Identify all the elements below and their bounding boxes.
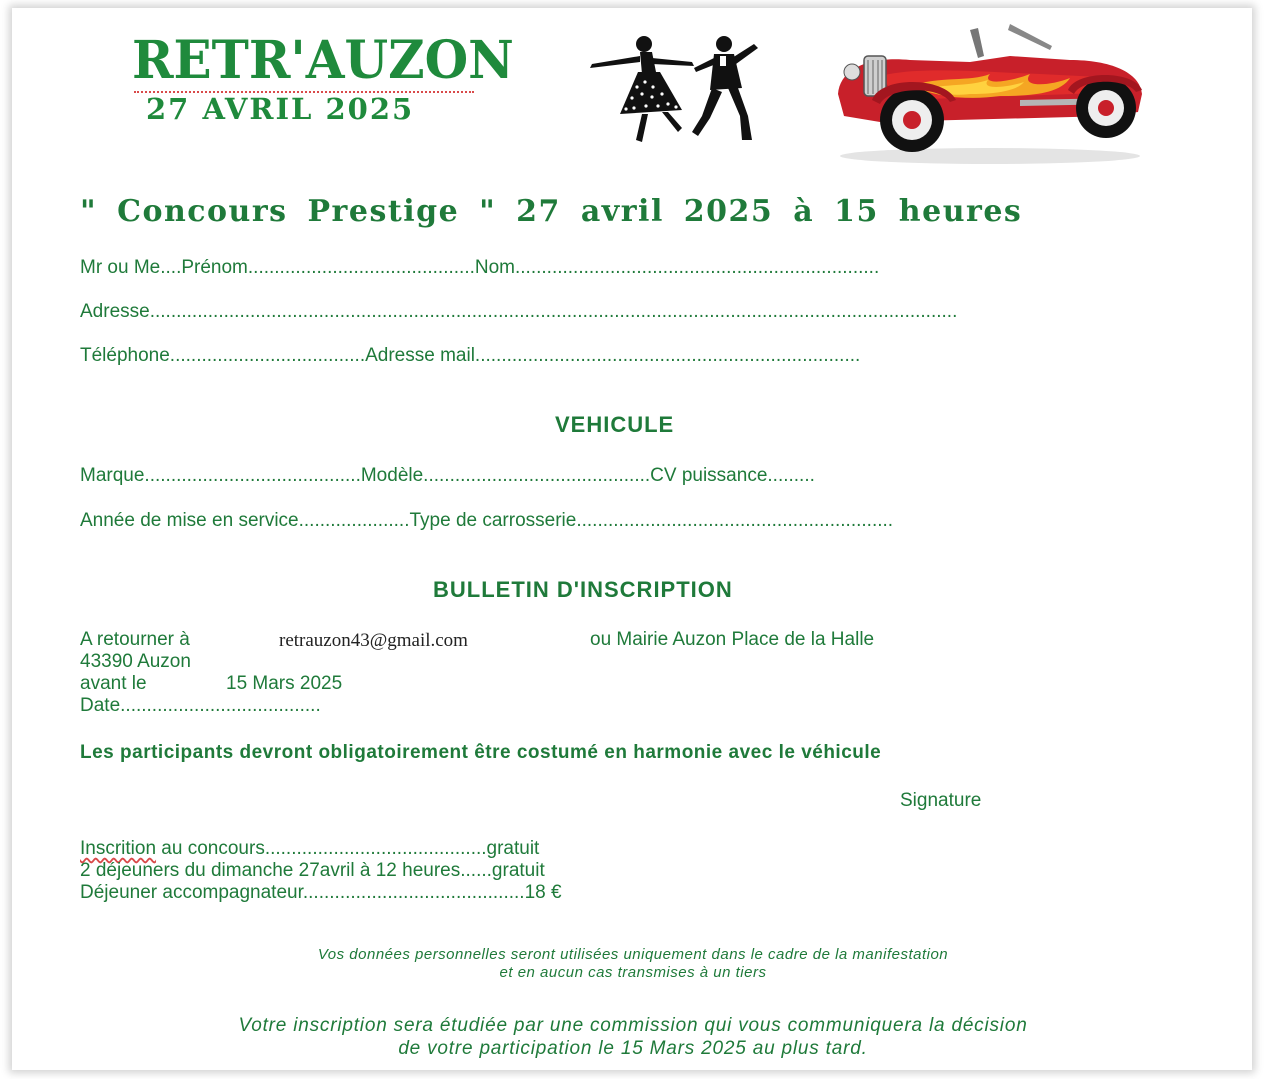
hot-rod-car-icon — [820, 16, 1156, 168]
date-field-line[interactable]: Date...................................... — [80, 695, 321, 716]
vehicle-make-model-field-line[interactable]: Marque.........................................Modèle...........................................CV puissance......... — [80, 465, 815, 486]
pricing-row-lunch: 2 déjeuners du dimanche 27avril à 12 heures......gratuit — [80, 860, 545, 881]
bulletin-title: BULLETIN D'INSCRIPTION — [433, 577, 733, 602]
pricing-registration-word: Inscrition — [80, 838, 157, 859]
contest-heading: " Concours Prestige " 27 avril 2025 à 15 heures — [80, 194, 1023, 229]
pricing-row-registration — [80, 838, 539, 860]
pricing-registration-rest: au concours..........................................gratuit — [156, 838, 540, 859]
dancing-couple-icon — [582, 32, 782, 150]
signature-label: Signature — [900, 790, 982, 811]
privacy-line-1: Vos données personnelles seront utilisées uniquement dans le cadre de la manifestation — [317, 946, 949, 963]
deadline-date: 15 Mars 2025 — [226, 673, 343, 694]
event-date: 27 AVRIL 2025 — [146, 92, 415, 126]
privacy-line-2: et en aucun cas transmises à un tiers — [499, 964, 767, 981]
phone-email-field-line[interactable]: Téléphone.....................................Adresse mail......................................................................... — [80, 345, 861, 366]
costume-notice: Les participants devront obligatoirement être costumé en harmonie avec le véhicule — [80, 742, 882, 763]
vehicle-year-body-field-line[interactable]: Année de mise en service.....................Type de carrosserie............................................................ — [80, 510, 894, 531]
contact-email[interactable]: retrauzon43@gmail.com — [279, 630, 468, 651]
pricing-row-companion: Déjeuner accompagnateur..........................................18 € — [80, 882, 562, 903]
footer-line-1: Votre inscription sera étudiée par une commission qui vous communiquera la décision — [238, 1015, 1028, 1036]
vehicle-section-title: VEHICULE — [555, 412, 675, 437]
city-line: 43390 Auzon — [80, 651, 191, 672]
deadline-label: avant le — [80, 673, 147, 694]
footer-line-2: de votre participation le 15 Mars 2025 au plus tard. — [398, 1038, 868, 1059]
address-field-line[interactable]: Adresse......................................................................................................................................................... — [80, 301, 958, 322]
name-field-line[interactable]: Mr ou Me....Prénom...........................................Nom..................................................................... — [80, 257, 880, 278]
alt-address: ou Mairie Auzon Place de la Halle — [590, 629, 875, 650]
return-label: A retourner à — [80, 629, 190, 650]
event-title: RETR'AUZON — [132, 28, 514, 91]
